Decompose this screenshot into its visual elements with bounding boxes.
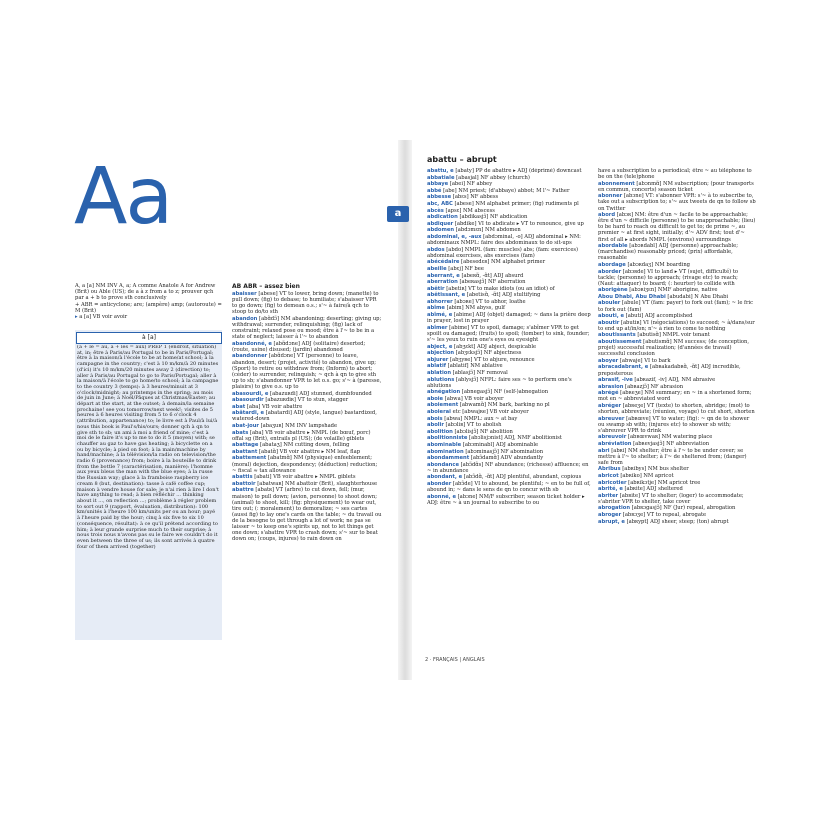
entry-headword: Abou Dhabi, Abu Dhabi [598, 293, 666, 300]
dictionary-entry [232, 410, 382, 422]
entry-headword: abdominal, e, -aux [427, 233, 482, 240]
dictionary-entry [598, 512, 756, 518]
dictionary-entry [598, 287, 756, 293]
entry-headword: abattre [232, 487, 254, 494]
right-column-1 [427, 168, 592, 653]
entry-headword: abricotier [598, 479, 627, 486]
entry-definition: [abetisɑ̃, -ɑ̃t] ADJ stultifying [465, 292, 541, 299]
running-head: abattu – abrupt [427, 155, 497, 164]
entry-headword: abroger [598, 512, 622, 519]
dictionary-entry [427, 377, 592, 389]
entry-definition: [abɔne] VT: s'abonner VPR: s'~ à to subscribe to, take out a subscription to; s'~ aux tweets de qn to follow sb on Twitter [598, 193, 756, 212]
dictionary-entry [598, 339, 756, 357]
column-head-ab: AB ABR – assez bien [232, 283, 300, 290]
entry-headword: abreuver [598, 415, 625, 422]
entry-headword: abject, e [427, 343, 453, 350]
dictionary-entry [598, 377, 756, 383]
entry-headword: abrupt, e [598, 518, 625, 525]
entry-definition: [abɔ̃damɑ̃] ADV abundantly [469, 455, 544, 462]
entry-definition: [abdike] VI to abdicate ▸ VT to renounce, give up [453, 220, 584, 227]
entry-headword: abonné, e [427, 493, 456, 500]
entry-headword: abois [427, 415, 443, 422]
entry-definition: [abɛs] NF abbess [451, 194, 499, 201]
dictionary-entry [598, 486, 756, 492]
dictionary-entry [427, 168, 592, 174]
entry-definition: [abdɔminal, -o] ADJ abdominal ▸ NM: abdominaux NMPL: faire des abdominaux to do sit-ups [427, 233, 581, 247]
entry-definition: [abutismɑ̃] NM success; (de conception, projet) successful realization; (d'années de travail) successful conclusion [598, 339, 749, 358]
dictionary-entry [598, 193, 756, 211]
entry-definition: have a subscription to a periodical; être ~ au téléphone to be on the (tele)phone [598, 168, 752, 181]
dictionary-entry [427, 214, 592, 220]
entry-headword: abonner [598, 193, 623, 200]
entry-headword: abasourdir [232, 397, 264, 404]
entry-headword: abattu, e [427, 168, 454, 174]
entry-headword: Abribus [598, 466, 621, 473]
entry-headword: abracadabrant, e [598, 364, 649, 371]
dictionary-entry [598, 390, 756, 402]
entry-definition: [abatmɑ̃] NM (physique) enfeeblement; (moral) dejection, despondency; (déduction) reduction; ~ fiscal ≈ tax allowance [232, 455, 378, 474]
entry-definition: [abɔʀiʒɛn] NMF aborigine, native [627, 287, 718, 294]
left-column-1 [75, 283, 223, 328]
entry-headword: abattis [232, 474, 253, 481]
entry-headword: aboyer [598, 357, 619, 364]
entry-headword: ablatif [427, 363, 447, 370]
entry-headword: abâtardi, e [232, 410, 265, 417]
dictionary-entry [427, 455, 592, 461]
right-column-2 [598, 168, 756, 653]
entry-definition: [ablatif] NM ablative [446, 363, 503, 370]
entry-headword: abondamment [427, 455, 470, 462]
entry-headword: abattant [232, 448, 258, 455]
entry-headword: aborder [598, 268, 622, 275]
entry-headword: ablation [427, 369, 452, 376]
entry-headword: abîmer [427, 324, 448, 331]
entry-definition: [abutisɑ̃] NMPL voir tenant [635, 332, 710, 339]
entry-definition: [abazuʀdiʀ] VT to stun, stagger [263, 397, 349, 404]
entry-definition: [abʒɛkt] ADJ abject, despicable [452, 343, 537, 350]
entry-definition: [abuti] ADJ accomplished [624, 313, 693, 320]
entry-headword: abominable [427, 441, 462, 448]
entry-headword: abouti, e [598, 313, 625, 320]
entry-definition: [abʀœvwaʀ] NM watering place [626, 434, 713, 441]
dictionary-entry [427, 481, 592, 493]
entry-headword: abriter [598, 492, 619, 499]
dictionary-entry [427, 402, 592, 408]
entry-headword: aboutissement [598, 339, 642, 346]
entry-headword: abîmé, e [427, 312, 453, 319]
dictionary-entry [232, 430, 382, 442]
entry-definition: [abʀite] ADJ sheltered [622, 486, 683, 493]
entry-headword: abeille [427, 265, 447, 272]
dictionary-entry [598, 493, 756, 505]
dictionary-entry [427, 201, 592, 207]
dictionary-entry [427, 429, 592, 435]
entry-headword: abri [598, 447, 610, 454]
entry-definition: [abʀi] NM shelter; être à l'~ to be under cover; se mettre à l'~ to shelter; à l'~ de sheltered from; (danger) safe from [598, 447, 747, 466]
dictionary-entry [427, 494, 592, 506]
dictionary-entry [427, 279, 592, 285]
dictionary-entry [232, 391, 382, 397]
dictionary-entry [598, 269, 756, 287]
entry-definition: [abʀeʒe] NM summary; en ~ in a shortened form; mot en ~ abbreviated word [598, 390, 752, 403]
dictionary-entry [232, 316, 382, 340]
entry-headword: abdication [427, 214, 458, 221]
entry-headword: abjurer [427, 356, 449, 363]
entry-definition: [abɔʀdaʒ] NM boarding [625, 261, 690, 268]
dictionary-entry [598, 384, 756, 390]
dictionary-entry [427, 259, 592, 265]
entry-definition: [abɛj] NF bee [446, 265, 484, 272]
dictionary-entry [232, 455, 382, 473]
entry-headword: abandonné, e [232, 340, 272, 347]
entry-headword: abomination [427, 448, 464, 455]
dictionary-entry [598, 519, 756, 525]
entry-definition: [abʒyʀe] VT to abjure, renounce [448, 356, 535, 363]
entry-headword: abbé [427, 187, 442, 194]
dictionary-entry [427, 286, 592, 292]
dictionary-entry [427, 442, 592, 448]
entry-headword: abandon [232, 315, 258, 322]
dictionary-entry [598, 300, 756, 312]
entry-definition: [abʀite] VT to shelter; (loger) to accommodate; s'abriter VPR to shelter, take cover [598, 492, 744, 505]
entry-headword: abhorrer [427, 298, 453, 305]
dictionary-entry [427, 363, 592, 369]
dictionary-entry [232, 353, 382, 390]
dictionary-entry [598, 358, 756, 364]
dictionary-entry [427, 247, 592, 259]
entry-definition: [abɔʀdabl] ADJ (personne) approachable; (marchandise) reasonably priced; (prix) affordable, reasonable [598, 243, 738, 262]
entry-definition: [abʀevjasjɔ̃] NF abbreviation [631, 441, 710, 448]
entry-headword: abréviation [598, 441, 632, 448]
dictionary-entry [427, 208, 592, 214]
entry-definition: [abatardi] ADJ (style, langue) bastardized, watered-down [232, 410, 377, 423]
dictionary-entry [598, 505, 756, 511]
dictionary-entry [427, 449, 592, 455]
dictionary-entry [427, 350, 592, 356]
dictionary-entry [232, 481, 382, 487]
dictionary-entry [427, 181, 592, 187]
box-headword: à [a] [76, 332, 222, 344]
entry-definition: [abɔnmɑ̃] NM subscription; (pour transports en commun, concerts) season ticket [598, 180, 754, 193]
entry-definition: [aba] VB voir abattre [245, 403, 303, 410]
entry-headword: abdos [427, 246, 445, 253]
dictionary-entry [232, 423, 382, 429]
dictionary-entry [232, 474, 382, 480]
dictionary-entry [598, 313, 756, 319]
entry-definition: [abʀeʒe] VT (texte) to shorten, abridge; (mot) to shorten, abbreviate; (réunion, voyage) to cut short, shorten [598, 402, 755, 416]
entry-definition: [abatʀ] VT (arbre) to cut down, fell; (mur, maison) to pull down; (avion, personne) to shoot down; (animal) to shoot, kill; (fig: physiquement) to wear out, tire out; (: moralement) to demoralize; ~ ses cartes (aussi fig) to lay one's cards on the table; ~ du travail ou de la besogne to get through a lot of work; ne pas se laisser ~ to keep one's spirits up, not to let things get one down; s'abattre VPR to crash down; s'~ sur to beat down on; (coups, injures) to rain down on [232, 487, 382, 543]
entry-definition: [abatɑ̃] VB voir abattre ▸ NM leaf, flap [257, 448, 361, 455]
entry-definition: [abatwaʀ] NM abattoir (Brit), slaughterhouse [255, 480, 378, 487]
entry-definition: [abʀikɔtje] NM apricot tree [626, 479, 701, 486]
entry-definition: [abʀibys] NM bus shelter [620, 466, 689, 473]
entry-definition: [abataʒ] NM cutting down, felling [258, 442, 350, 449]
entry-headword: abandonner [232, 353, 268, 360]
dictionary-entry [427, 325, 592, 343]
dictionary-entry [427, 266, 592, 272]
entry-headword: abattage [232, 442, 259, 449]
entry-definition: [abnegasjɔ̃] NF (self-)abnegation [460, 389, 549, 396]
entry-headword: abrasion [598, 383, 624, 390]
entry-definition: [abwaje] VI to bark [618, 357, 671, 364]
dictionary-entry [427, 221, 592, 227]
entry-headword: abêtir [427, 285, 445, 292]
entry-headword: abrité, e [598, 486, 623, 493]
entry-definition: [abazuʀdi] ADJ stunned, dumbfounded [268, 390, 372, 397]
entry-a-0: A, a [a] NM INV A, a; A comme Anatole A for Andrew (Brit) ou Able (US); de a à z from a to z; prouver qch par a + b to prove sth conclusively [75, 283, 216, 302]
entry-definition: [abɔliʀ] VT to abolish [443, 422, 502, 429]
entry-definition: [abese] VT to lower, bring down; (manette) to pull down; (fig) to debase; to humiliate; s'abaisser VPR to go down; (fig) to demean o.s.; s'~ à faire/à qch to stoop to do/to sth [232, 291, 379, 316]
dictionary-entry [427, 409, 592, 415]
dictionary-entry [427, 312, 592, 324]
entry-definition: [abɔ̃dɑ̃s] NF abundance; (richesse) affluence; en ~ in abundance [427, 461, 589, 474]
dictionary-entry [598, 262, 756, 268]
dictionary-entry [598, 448, 756, 466]
entry-definition: [abutiʀ] VI (négociations) to succeed; ~ à/dans/sur to end up at/in/on; n'~ à rien to come to nothing [598, 319, 755, 332]
entry-definition: [abɔminasjɔ̃] NF abomination [463, 448, 544, 455]
dictionary-entry [598, 416, 756, 434]
entry-headword: aboutir [598, 319, 620, 326]
entry-headword: abats [232, 429, 249, 436]
entry-headword: abouler [598, 300, 621, 307]
entry-headword: abattoir [232, 480, 256, 487]
entry-definition: [abɔʀde] VI to land ▸ VT (sujet, difficulté) to tackle; (personne) to approach; (rivage etc) to reach; (Naut: attaquer) to board; (: heurter) to collide with [598, 268, 739, 287]
entry-definition: [abɔlisjɔ̃] NF abolition [452, 428, 513, 435]
dictionary-entry [598, 332, 756, 338]
entry-headword: abondant, e [427, 474, 463, 481]
entry-headword: abrasif, -ive [598, 377, 633, 384]
entry-definition: [abɔʀ] NM: être d'un ~ facile to be approachable; être d'un ~ difficile (personne) to be unapproachable; (lieu) to be hard to reach ou difficult to get to; de prime ~, au premier ~ at first sight, initially; d'~ ADV first; tout d'~ first of all ▸ abords NMPL (environs) surroundings [598, 212, 756, 243]
entry-definition: [abdɔmɛn] NM abdomen [454, 227, 521, 234]
entry-headword: abat [232, 403, 246, 410]
entry-definition: [abʀazjɔ̃] NF abrasion [623, 383, 684, 390]
entry-headword: abattement [232, 455, 267, 462]
dictionary-entry [427, 370, 592, 376]
dictionary-entry [427, 389, 592, 395]
entry-definition: [abe] NM priest; (d'abbaye) abbot; M l'~ Father [441, 187, 570, 194]
entry-headword: abolitionniste [427, 435, 468, 442]
entry-definition: [abʒɛksjɔ̃] NF abjectness [454, 350, 522, 357]
entry-headword: aberration [427, 279, 458, 286]
entry-definition: [abɑ̃dɔne] ADJ (solitaire) deserted; (route, usine) disused; (jardin) abandoned [232, 340, 366, 353]
dictionary-entry [427, 188, 592, 194]
entry-headword: abord [598, 212, 616, 219]
entry-a-1: + ABR = anticyclone; are; (ampère) amp; (autoroute) = M (Brit) [75, 301, 222, 314]
entry-definition: [abʀɔgasjɔ̃] NF (Jur) repeal, abrogation [630, 505, 736, 512]
section-letter: Aa [74, 152, 172, 242]
entry-definition: [abdo] NMPL (fam: muscles) abs; (fam: exercices) abdominal exercises, abs exercises (fam) [427, 246, 579, 259]
entry-headword: abjection [427, 350, 455, 357]
dictionary-entry [598, 243, 756, 261]
entry-definition: [abʀypt] ADJ sheer, steep; (ton) abrupt [624, 518, 729, 525]
dictionary-entry [427, 194, 592, 200]
entry-definition: [abime] ADJ (objet) damaged; ~ dans la prière deep in prayer, lost in prayer [427, 312, 591, 325]
entry-headword: abécédaire [427, 259, 460, 266]
entry-headword: abonder [427, 481, 452, 487]
entry-headword: ablutions [427, 376, 455, 383]
dictionary-entry [232, 291, 382, 315]
dictionary-entry [598, 473, 756, 479]
entry-headword: abat-jour [232, 422, 259, 429]
entry-headword: abordable [598, 243, 628, 250]
dictionary-entry [598, 480, 756, 486]
dictionary-entry [427, 305, 592, 311]
dictionary-entry [598, 466, 756, 472]
entry-headword: abbaye [427, 181, 449, 188]
entry-definition: [abʀiko] NM apricot [618, 473, 674, 479]
entry-headword: abasourdi, e [232, 390, 269, 397]
entry-definition: [abesedɛʀ] NM alphabet primer [459, 259, 546, 266]
entry-definition: [ablysjɔ̃] NFPL: faire ses ~ to perform one's ablutions [427, 376, 572, 389]
dictionary-entry [232, 341, 382, 353]
left-column-2 [232, 291, 382, 646]
dictionary-entry [598, 320, 756, 332]
entry-definition: [abule] VT (fam: payer) to fork out (fam); ~ le fric to fork out (fam) [598, 300, 754, 313]
dictionary-entry [427, 175, 592, 181]
entry-headword: abnégation [427, 389, 461, 396]
entry-definition: [abɔminabl] ADJ abominable [461, 441, 539, 448]
entry-definition: [abei] NF abbey [448, 181, 493, 188]
entry-definition: [abɑ̃dɔ̃] NM abandoning; deserting; giving up; withdrawal; surrender, relinquishing; (fig) lack of constraint; relaxed pose ou mood; être à l'~ to be in a state of neglect; laisser à l'~ to abandon [232, 315, 382, 341]
dictionary-entry [427, 273, 592, 279]
dictionary-entry [427, 344, 592, 350]
entry-headword: abolir [427, 422, 444, 429]
entry-definition: [abetiʀ] VT to make idiots (ou an idiot) of [444, 285, 555, 292]
dictionary-entry [598, 434, 756, 440]
dictionary-entry [232, 487, 382, 542]
entry-definition: [abɔlisjɔnist] ADJ, NMF abolitionist [467, 435, 562, 442]
entry-definition: [abaʒuʀ] NM INV lampshade [258, 422, 338, 429]
entry-definition: [abʀakadabʀɑ̃, -ɑ̃t] ADJ incredible, preposterous [598, 364, 741, 377]
entry-definition: [abdikasjɔ̃] NF abdication [457, 214, 528, 221]
dictionary-entry [427, 227, 592, 233]
dictionary-entry [598, 212, 756, 242]
entry-definition: [abese] NM alphabet primer; (fig) rudiments pl [452, 200, 579, 207]
dictionary-entry [427, 292, 592, 298]
entry-definition: [abeʀɑ̃, -ɑ̃t] ADJ absurd [459, 272, 524, 279]
page-footer: 2 · FRANÇAIS | ANGLAIS [425, 657, 485, 663]
box-text: (à + le = au, à + les = aux) PRÉP 1 (endroit, situation) at, in; être à Paris/au Portugal to be in Paris/Portugal; être à la maison/à l'école to be at home/at school; à la campagne in the country; c'est à 10 m/km/à 20 minutes (d'ici) it's 10 m/km/20 minutes away 2 (direction) to; aller à Paris/au Portugal to go to Paris/Portugal; aller à la maison/à l'école to go home/to school; à la campagne to the country 3 (temps): à 3 heures/minuit at 3 o'clock/midnight; au printemps in the spring; au mois de juin in June; à Noël/Pâques at Christmas/Easter; au départ at the start, at the outset; à demain/la semaine prochaine! see you tomorrow/next week!; visites de 5 heures à 6 heures visiting from 5 to 6 o'clock 4 (attribution, appartenance) to; le livre est à Paul/à lui/à nous this book is Paul's/his/ours; donner qch à qn to give sth to sb; un ami à moi a friend of mine; c'est à moi de le faire it's up to me to do it 5 (moyen) with; se chauffer au gaz to have gas heating; à bicyclette on a ou by bicycle; à pied on foot; à la main/machine by hand/machine; à la télévision/la radio on television/the radio 6 (provenance) from; boire à la bouteille to drink from the bottle 7 (caractérisation, manière): l'homme aux yeux bleus the man with the blue eyes; à la russe the Russian way; glace à la framboise raspberry ice cream 8 (but, destination): tasse à café coffee cup; maison à vendre house for sale; je n'ai rien à lire I don't have anything to read; à bien réfléchir ... thinking about it ..., on reflection ...; problème à régler problem to sort out 9 (rapport, évaluation, distribution): 100 km/unités à l'heure 100 km/units per ou an hour; payé à l'heure paid by the hour; cinq à six five to six 10 (conséquence, résultat): à ce qu'il prétend according to him; à leur grande surprise much to their surprise; à nous trois nous n'avons pas su le faire we couldn't do it even between the three of us; ils sont arrivés à quatre four of them arrived (together) [77, 345, 219, 550]
entry-definition: [abʀɔʒe] VT to repeal, abrogate [621, 512, 707, 519]
entry-definition: [abʀœve] VT to water; (fig): ~ qn de to shower ou swamp sb with; (injures etc) to shower sb with; s'abreuver VPR to drink [598, 415, 750, 434]
dictionary-entry [427, 416, 592, 422]
entry-headword: abonnement [598, 180, 635, 187]
entry-definition: etc [abwajʀe] VB voir aboyer [450, 408, 529, 415]
entry-a-voir: ▸ a [a] VB voir avoir [75, 314, 128, 321]
entry-definition: [abʀazif, -iv] ADJ, NM abrasive [632, 377, 716, 384]
entry-headword: aborigène [598, 287, 628, 294]
entry-definition: [abwa] NMPL: aux ~ at bay [442, 415, 518, 422]
entry-definition: [aba] VB voir abattre ▸ NMPL (de bœuf, porc) offal sg (Brit), entrails pl (US); (de volaille) giblets [232, 429, 371, 442]
dictionary-entry [427, 396, 592, 402]
dictionary-entry [427, 474, 592, 480]
dictionary-entry [427, 357, 592, 363]
entry-headword: abîme [427, 305, 445, 312]
dictionary-entry [598, 181, 756, 193]
entry-headword: abrégé [598, 390, 619, 397]
entry-headword: abaisser [232, 291, 257, 297]
entry-headword: abêtissant, e [427, 292, 466, 299]
entry-headword: abdiquer [427, 220, 454, 227]
entry-headword: abricot [598, 473, 619, 479]
dictionary-entry [427, 234, 592, 246]
dictionary-entry [232, 397, 382, 403]
entry-headword: aboie [427, 395, 444, 402]
entry-definition: [apsɛ] NM abscess [443, 207, 495, 214]
entry-definition: [abɔne] NM/F subscriber; season ticket holder ▸ ADJ: être ~ à un journal to subscribe to ou [427, 493, 585, 506]
entry-definition: [abati] VB voir abattre ▸ NMPL giblets [252, 474, 356, 481]
dictionary-entry [427, 422, 592, 428]
entry-definition: [ablasjɔ̃] NF removal [451, 369, 508, 376]
entry-headword: abreuvoir [598, 434, 627, 441]
entry-definition: [abwamɑ̃] NM bark, barking no pl [458, 402, 550, 409]
entry-definition: [abime] VT to spoil, damage; s'abîmer VPR to get spoilt ou damaged; (fruits) to spoil; (tomber) to sink, founder; s'~ les yeux to ruin one's eyes ou eyesight [427, 324, 590, 343]
dictionary-entry [232, 442, 382, 448]
dictionary-entry [598, 441, 756, 447]
entry-headword: abbatiale [427, 174, 455, 181]
entry-headword: aboiement [427, 402, 459, 409]
entry-headword: abondance [427, 461, 459, 468]
entry-definition: [abeʀasjɔ̃] NF aberration [457, 279, 526, 286]
dictionary-entry [598, 403, 756, 415]
entry-definition: [abɔ̃dɑ̃, -ɑ̃t] ADJ plentiful, abundant, copious [462, 474, 582, 481]
entry-definition: [abudabi] N Abu Dhabi [665, 293, 729, 300]
dictionary-entry [232, 404, 382, 410]
entry-headword: abrogation [598, 505, 631, 512]
dictionary-entry [427, 435, 592, 441]
entry-headword: abréger [598, 402, 622, 409]
entry-definition: [abim] NM abyss, gulf [444, 305, 505, 312]
entry-definition: [abɔ̃de] VI to abound, be plentiful; ~ en to be full of, abound in; ~ dans le sens de qn to concur with sb [427, 481, 591, 494]
entry-definition: [abasjal] NF abbey (church) [454, 174, 530, 181]
entry-definition: [abɔʀe] VT to abhor, loathe [452, 298, 526, 305]
entry-definition: [abwa] VB voir aboyer [443, 395, 504, 402]
dictionary-entry [598, 364, 756, 376]
entry-headword: abolition [427, 428, 453, 435]
entry-headword: abc, ABC [427, 200, 453, 207]
dictionary-entry [427, 462, 592, 474]
entry-headword: aberrant, e [427, 272, 460, 279]
dictionary-entry [598, 168, 756, 180]
entry-headword: aboierai [427, 408, 451, 415]
entry-definition: [abaty] PP de abattre ▸ ADJ (déprimé) downcast [453, 168, 582, 174]
entry-headword: abcès [427, 207, 444, 214]
entry-definition: [abɑ̃dɔne] VT (personne) to leave, abandon, desert; (projet, activité) to abandon, give up; (Sport) to retire ou withdraw from; (Inform) to abort; (céder) to surrender, relinquish; ~ qch à qn to give sth up to sb; s'abandonner VPR to let o.s. go; s'~ à (paresse, plaisirs) to give o.s. up to [232, 353, 382, 390]
thumb-index-tab: a [387, 206, 409, 222]
entry-headword: abdomen [427, 227, 455, 234]
entry-headword: abbesse [427, 194, 452, 201]
entry-headword: abordage [598, 261, 626, 268]
entry-headword: aboutissants [598, 332, 636, 339]
